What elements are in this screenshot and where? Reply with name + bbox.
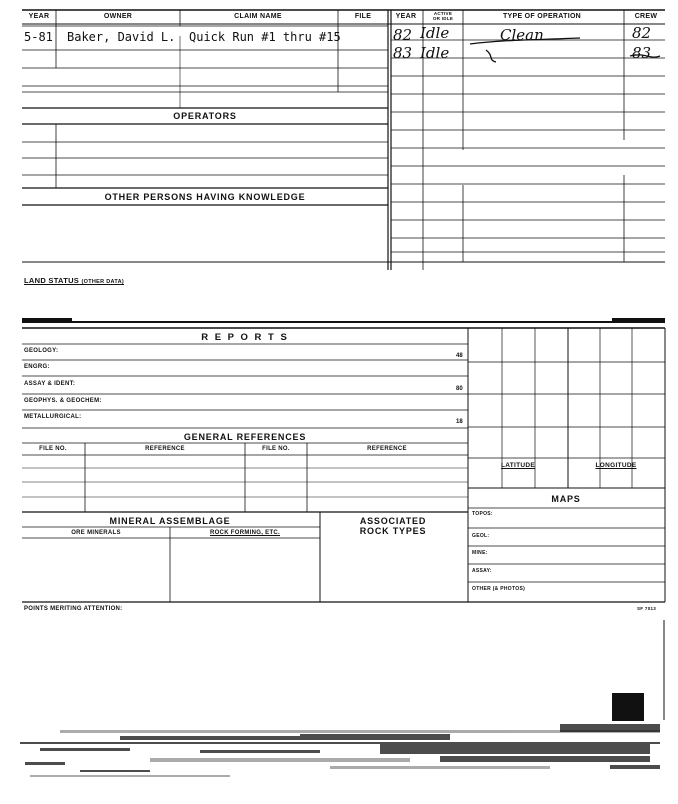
op-1-year: 82 [393,26,413,44]
entry-owner: Baker, David L. [67,30,176,44]
op-1-crew: 82 [632,24,652,42]
reports-heading: R E P O R T S [201,332,289,343]
col-type-of-operation-label: TYPE OF OPERATION [502,13,582,20]
report-metallurgical-label: METALLURGICAL: [24,414,82,420]
entry-claim-name: Quick Run #1 thru #15 [189,30,341,44]
report-metallurgical-number: 18 [456,419,463,425]
maps-topos-label: TOPOS: [472,511,493,517]
land-status-heading: LAND STATUS (OTHER DATA) [24,276,124,285]
maps-heading: MAPS [551,494,581,504]
ref-reference-label: REFERENCE [145,446,185,452]
longitude-label: LONGITUDE [595,462,637,469]
op-2-status: Idle [420,44,450,62]
latitude-label: LATITUDE [500,462,536,469]
col-file-label: FILE [354,13,372,20]
col-owner-label: OWNER [103,13,133,20]
col-crew-label: CREW [634,13,658,20]
other-persons-heading: OTHER PERSONS HAVING KNOWLEDGE [104,192,306,202]
report-geology-label: GEOLOGY: [24,348,59,354]
ore-minerals-label: ORE MINERALS [71,530,121,536]
operators-heading: OPERATORS [173,111,237,121]
entry-year: 5-81 [24,30,53,44]
col-active-label: ACTIVE OR IDLE [432,11,454,21]
maps-mine-label: MINE: [472,550,488,556]
form-number: SF 7013 [637,606,657,611]
ref-reference2-label: REFERENCE [367,446,407,452]
report-assay-number: 80 [456,386,463,392]
points-meriting-attention-label: POINTS MERITING ATTENTION: [24,606,123,612]
mineral-assemblage-heading: MINERAL ASSEMBLAGE [109,516,231,526]
rock-forming-label: ROCK FORMING, ETC. [209,530,281,536]
general-references-heading: GENERAL REFERENCES [183,432,307,442]
op-2-crew: 83 [632,44,652,62]
col-year-label: YEAR [28,13,50,20]
maps-assay-label: ASSAY: [472,568,492,574]
maps-other-label: OTHER (& PHOTOS) [472,586,526,592]
report-geophys-label: GEOPHYS. & GEOCHEM: [24,398,102,404]
associated-rock-types-heading: ASSOCIATED ROCK TYPES [359,516,427,536]
op-2-year: 83 [393,44,413,62]
op-1-status: Idle [420,24,450,42]
maps-geol-label: GEOL: [472,533,490,539]
ref-file-no2-label: FILE NO. [262,446,290,452]
op-1-type: Clean [500,26,544,44]
report-engrg-label: ENGRG: [24,364,50,370]
col-claim-name-label: CLAIM NAME [234,13,282,20]
col-year2-label: YEAR [395,13,417,20]
report-assay-label: ASSAY & IDENT: [24,381,76,387]
report-geology-number: 48 [456,353,463,359]
ref-file-no-label: FILE NO. [39,446,67,452]
